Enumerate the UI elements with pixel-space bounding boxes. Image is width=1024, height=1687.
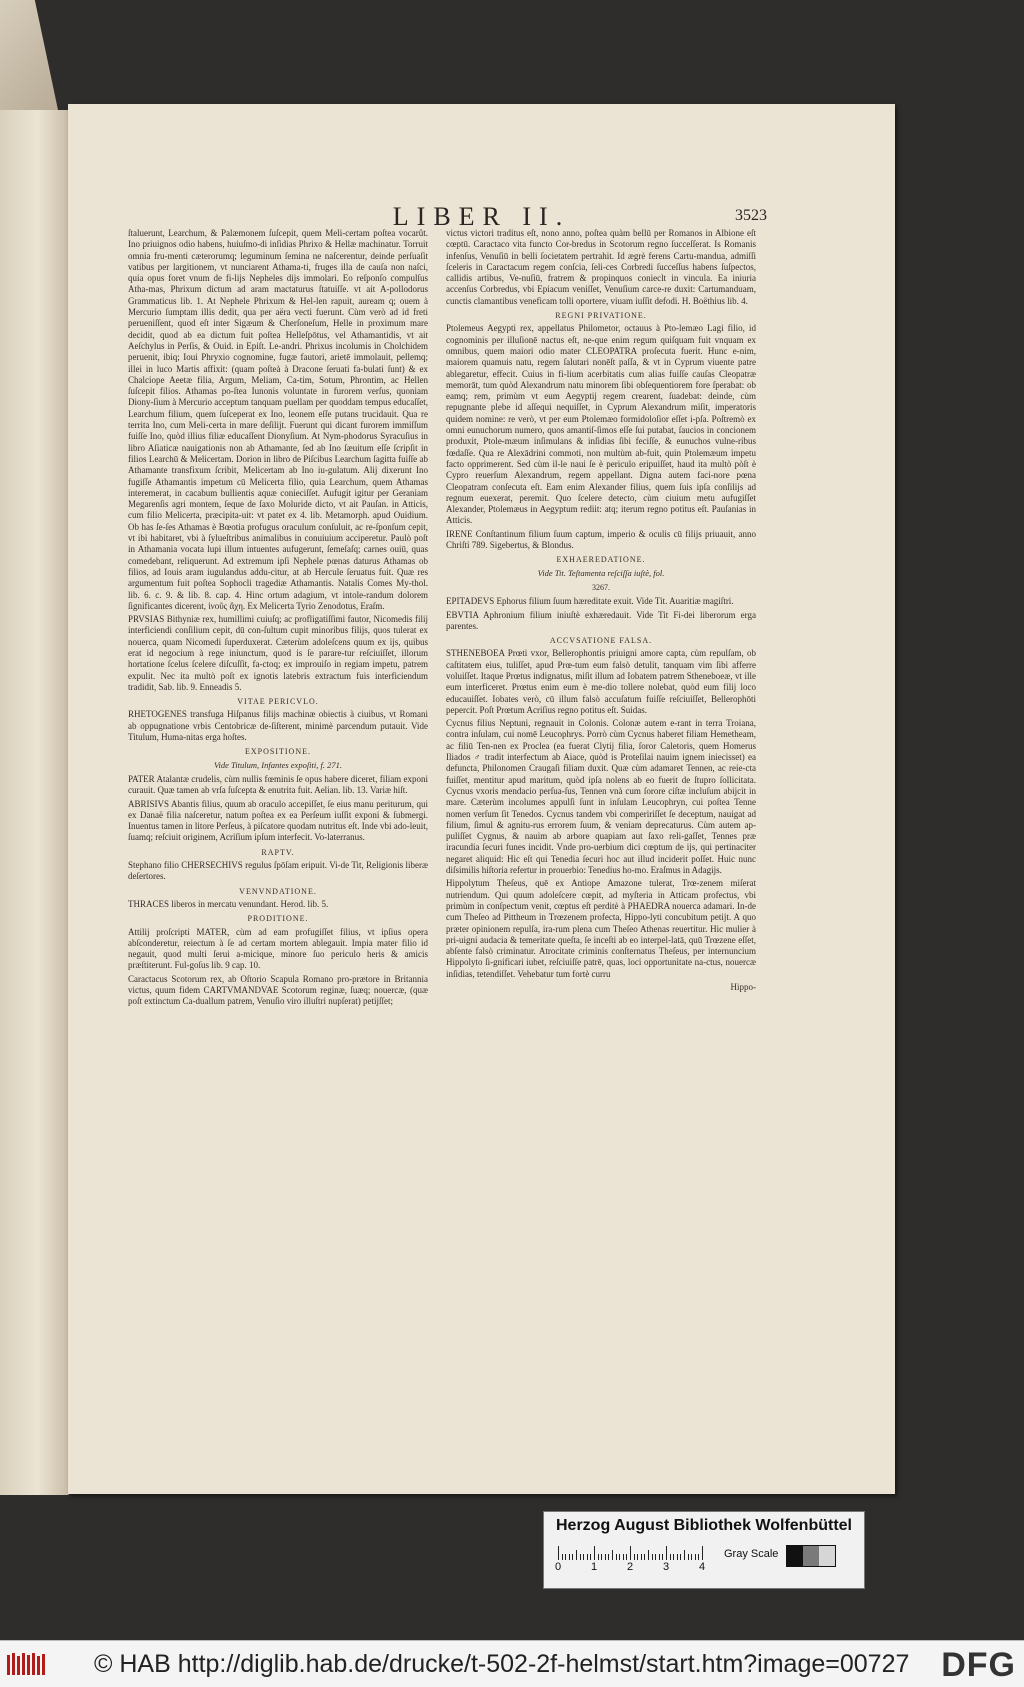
ruler-tick — [576, 1550, 577, 1560]
ruler-tick — [702, 1546, 703, 1560]
page-number: 3523 — [735, 207, 767, 224]
section-heading: EXHAEREDATIONE. — [556, 555, 646, 565]
ruler-tick — [634, 1554, 635, 1560]
text-paragraph: victus victori traditus eſt, nono anno, poſtea quàm bellū per Romanos in Albione eſt cœptū. Caractaco vita functo Cor-bredus in Scotorum regno ſucceſſerat. Is Romanis infenſus, Venuſiū in belli ſocietatem pertrahit. Id ægrè ferens Cartu-mandua, admiſſi ſceleris in Caractacum regem conſcia, ſeli-ces Corbredi ſucceſſus habens ſuſpectos, callidis artibus, Ve-nuſiū, fratrem & propinquos conieclt in vincula. Ea iniuria accenſus Corbredus, vbi Epiacum veniſſet, Venuſium carce-re duxit: Cartumanduam, cunctis clamantibus veneficam tolli oportere, viuam iuſſit defodi. H. Boëthius lib. 4. — [446, 228, 756, 306]
section-heading: EXPOSITIONE. — [245, 747, 311, 757]
footer-bar — [0, 1640, 1024, 1687]
ruler-tick — [673, 1554, 674, 1560]
running-head: LIBER II. — [392, 202, 571, 231]
catchword: Hippo- — [730, 982, 756, 992]
text-paragraph: ſtaluerunt, Learchum, & Palæmonem ſuſcepit, quem Meli-certam poſtea vocarût. Ino priuignos odio habens, huiuſmo-di inſidias Phrixo & Hellæ machinatur. Torruit omnia fru-menti cæterorumq; leguminum ſemina ne naſcerentur, deinde perſuaſit vatibus per largitionem, vt nunciarent Athama-ti, fruges illa de cauſa non naſci, quia opus foret vnum de fi-lijs Nepheles dijs immolari. Eo reſponſo compulſus Atha-mas, Phrixum dictum ad aram mactaturus ſtatuiſſe. vt ait A-pollodorus Grammaticus lib. 1. At Nephele Phrixum & Hel-len rapuit, auream q; ouem à Mercurio ſumptam illis dedit, qua per aëra vecti fuerunt. Cùm verò ad id freti perueniſſent, quod eſt inter Sigæum & Cherſoneſum, Helle in proximum mare decidit, quod ab ea dictum fuit poſtea Helleſpōtus, vel Athamantidis, vt ait Aeſchylus in Perſis, & Ouid. in Epiſt. Le-andri. Phrixus incolumis in Cholchidem peruenit, ibiq; Ioui Phryxio cognomine, fugæ fautori, arietē immolauit, pellemq; illei in luco Martis affixit: (quam poſteà à Dracone ſeruati fa-bulati ſunt) & ex Chalciope Aeetæ filia, Argum, Meliam, Ca-tim, Sotum, Phrontim, ac Hellen ſuſcepit filios. Athamas po-ſtea Iunonis voluntate in furorem verſus, quoniam Diony-ſium à Mercurio acceptum tanquam puellam per quoddam tempus educaſſet, Learchum filium, quem ſuſceperat ex Ino, leonem eſſe putans trucidauit. Qua re territa Ino, cum Meli-certa in mare deſilijt. Fuerunt qui dicant furorem immiſſum fuiſſe Ino, quòd illius filiæ educaſſent Dionyſium. At Nym-phodorus Syracuſius in libro Aſiaticæ nauigationis non ab Athamante, ſed ab Ino ſæuitum eſſe ſcripſit in filios Learchū & Melicertam. Dorion in libro de Piſcibus Learchum ſagitta fuiſſe ab Athamante transfixum ſcribit, Melicertam ab Ino iu-gulatum. Alij dixerunt Ino fugiſſe Athamantis impetum cū Melicerta filio, quia Learchum, quem Athamas interemerat, in cacabum bullientis aquæ conieciſſet. Aufugit igitur per Geraniam Megarenſis agri montem, ſeque de ſaxo Moluride dicto, vt ait Pauſan. in Atticis, cum filio Melicerta, præcipita-uit: vt patet ex 4. lib. Metamorph. apud Ouidium. Ob has ſe-ſes Athamas è Bœotia profugus oraculum conſuluit, ac re-ſponſum cepit, vt ibi habitaret, vbi à ſylueſtribus animalibus in conuiuium acciperetur. Paulò poſt in Athamania vocata lupi illum intuentes aufugerunt, ſemeſaſq; carnes ouiū, quas comedebant, reliquerunt. Ad extremum ipſi Nephele pœnas daturus Athamas ob filios, ad Iouis aram iugulandus addu-citur, at ab Hercule ſeruatus fuit. Quæ res argumentum fuit poſtea Sophocli tragediæ Athamantis. Natalis Comes My-thol. lib. 6. c. 9. & lib. 8. cap. 4. Hinc ortum adagium, vt intole-randum dolorem ſignificantes dicerent, ἰνοῦς ἄχη. Ex Melicerta Tyrio Zenodotus, Eraſm. — [128, 228, 428, 611]
ruler-tick — [666, 1546, 667, 1560]
ruler-tick — [662, 1554, 663, 1560]
text-paragraph: ABRISIVS Abantis filius, quum ab oraculo accepiſſet, ſe eius manu periturum, qui ex Danaë filia naſceretur, natum poſtea ex ea Perſeum iuſſit exponi & ſubmergi. Inuentus tamen in litore Perſeus, à piſcatore quodam nutritus eſt. Inde vbi ado-leuit, ſuamq; reſciuit originem, Acriſium ipſum interfecit. Vo-laterranus. — [128, 798, 428, 843]
section-heading: RAPTV. — [261, 847, 295, 857]
text-paragraph: THRACES liberos in mercatu venundant. Herod. lib. 5. — [128, 898, 329, 909]
section-heading: REGNI PRIVATIONE. — [555, 311, 647, 321]
ruler-tick — [659, 1554, 660, 1560]
text-paragraph: IRENE Conſtantinum filium ſuum captum, imperio & oculis cū filijs priuauit, anno Chriſti 789. Sigebertus, & Blondus. — [446, 528, 756, 551]
color-target-card — [543, 1511, 865, 1589]
text-paragraph: Caractacus Scotorum rex, ab Oſtorio Scapula Romano pro-prætore in Britannia victus, quum fidem CARTVMANDVAE Scotorum reginæ, ſuæq; nouercæ, (quæ poſt extinctum Ca-duallum patrem, Venuſio viro illuſtri nupſerat) petijſſet; — [128, 973, 428, 1007]
ruler-tick — [637, 1554, 638, 1560]
ruler-tick — [680, 1554, 681, 1560]
text-paragraph: Cycnus filius Neptuni, regnauit in Colonis. Colonæ autem e-rant in terra Troiana, contra inſulam, cui nomē Leucophrys. Porrò cùm Cycnus haberet filiam Hemetheam, ac filiū Ten-nen ex Proclea (ea fuerat Clytij filia, ſoror Caletoris, quem Homerus Iliados ♂ tradit interfectum ab Aiace, quòd is Proteſilai nauim ignem iniecisset) ea defuncta, Philonomen Craugaſi filiam duxit. Quæ cùm adamaret Tennen, ac reie-cta fuiſſet, mentitur apud maritum, quòd ipſa nolens ab eo fuerit de ſtupro ſollicitata. Cycnus vxoris mendacio perſua-ſus, Tennen vnà cum ſorore ciſtæ incluſum abijcit in mare. Cæterùm incolumes appulſi ſunt in inſulam Leucophryn, cui poſtea Tenne nomen verſum ſit Tenedos. Cycnus tandem vbi compeririſſet ſe deceptum, nauigat ad filium, ſimul & agnitu-rus errorem ſuum, & veniam deprecaturus. Cùm autem ap-puliſſet Cygnus, & nauim ab arbore quapiam aut ſaxo reli-gaſſet, Tennes præ iracundia ſecuri funes incidit. Vnde pro-uerbium dici cœptum de ijs, qui pertinaciter negaret aliquid: Hic eſt qui Tenedia ſecuri hoc aut illud inciderit poſſet. Huic nunc diſsimilis hiſtoria refertur in prouerbio: Tenedius ho-mo. Eraſmus in Adagijs. — [446, 718, 756, 876]
gray-scale-label: Gray Scale — [724, 1548, 779, 1560]
ruler-tick — [655, 1554, 656, 1560]
ruler-tick — [562, 1554, 563, 1560]
ruler-tick — [605, 1554, 606, 1560]
ruler-tick — [648, 1550, 649, 1560]
ruler-tick — [619, 1554, 620, 1560]
ruler-tick — [623, 1554, 624, 1560]
gray-patch — [803, 1546, 819, 1566]
ruler-tick — [698, 1554, 699, 1560]
ruler-number: 2 — [627, 1561, 634, 1573]
gray-patch — [819, 1546, 835, 1566]
left-text-column — [128, 228, 428, 1010]
text-paragraph: Stephano filio CHERSECHIVS regulus ſpōſam eripuit. Vi-de Tit, Religionis liberæ deſertores. — [128, 860, 428, 882]
text-paragraph: PATER Atalantæ crudelis, cùm nullis fœminis ſe opus habere diceret, filiam exponi curauit. Quæ tamen ab vrſa ſuſcepta & enutrita fuit. Aelian. lib. 13. Variæ hiſt. — [128, 773, 428, 796]
cross-reference: Vide Tit. Teſtamenta reſciſſa iuſtè, fol. — [537, 567, 665, 578]
text-paragraph: EBVTIA Aphronium filium iniuſtè exhæredauit. Vide Tit Fi-dei liberorum erga parentes. — [446, 609, 756, 631]
cross-reference: Vide Titulum, Infantes expoſiti, f. 271. — [213, 759, 343, 770]
ruler-tick — [626, 1554, 627, 1560]
ruler-tick — [598, 1554, 599, 1560]
right-text-column — [446, 228, 756, 993]
ruler-tick — [594, 1546, 595, 1560]
text-paragraph: Hippolytum Theſeus, quē ex Antiope Amazone tulerat, Trœ-zenem miſerat nutriendum. Qui quum adoleſcere cœpit, ad myſteria in Atticam profectus, vbi primùm in conſpectum venit, cœptus eſt perditè à PHAEDRA nouerca adamari. In-de cum Theſeo ad Pittheum in Trœzenem profecta, Hippo-lyti concubitum petijt. A quo præter opinionem repulſa, ira-rum plena cum Theſeo Athenas reuertitur. Hic mulier à pri-uigni audacia & temeritate queſta, ſe inceſti ab eo interpel-latā, quū Trœzene eſſet, abſente falsò criminatur. Atrocitate criminis conſternatus Theſeus, per internuncium Hippolyto ſi-gnificari iubet, reſciuiſſe patrē, quas, loci opportunitate na-ctus, nouercæ inſidias, tetendiſſet. Vehebatur tum fortè curru — [446, 878, 756, 979]
text-paragraph: EPITADEVS Ephorus filium ſuum hæreditate exuit. Vide Tit. Auaritiæ magiſtri. — [446, 596, 734, 607]
ruler-tick — [695, 1554, 696, 1560]
ruler-tick — [572, 1554, 573, 1560]
copyright-url-link[interactable]: © HAB http://diglib.hab.de/drucke/t-502-2f-helmst/start.htm?image=00727 — [94, 1650, 910, 1678]
hab-logo-icon — [6, 1651, 46, 1677]
ruler-tick — [677, 1554, 678, 1560]
ruler-tick — [644, 1554, 645, 1560]
gray-scale-bar — [786, 1545, 836, 1567]
ruler-tick — [684, 1550, 685, 1560]
ruler-tick — [558, 1546, 559, 1560]
ruler-tick — [601, 1554, 602, 1560]
ruler-number: 3 — [663, 1561, 670, 1573]
ruler-number: 1 — [591, 1561, 598, 1573]
ruler-tick — [612, 1550, 613, 1560]
section-heading: VENVNDATIONE. — [239, 886, 317, 896]
ruler-tick — [641, 1554, 642, 1560]
ruler-tick — [587, 1554, 588, 1560]
ruler-tick — [688, 1554, 689, 1560]
text-paragraph: Attilij proſcripti MATER, cùm ad eam profugiſſet filius, vt ipſius opera abſconderetur, reiectum à ſe ad certam mortem ablegauit. Impia mater filio id negauit, quod multi ſerui a-micique, minore ſuo periculo heris & amicis præſtiterunt. Ful-goſus lib. 9 cap. 10. — [128, 926, 428, 971]
book-page — [68, 104, 895, 1494]
section-heading: PRODITIONE. — [247, 914, 309, 924]
ruler-tick — [590, 1554, 591, 1560]
ruler-tick — [608, 1554, 609, 1560]
ruler-number: 0 — [555, 1561, 562, 1573]
ruler-tick — [565, 1554, 566, 1560]
ruler-tick — [652, 1554, 653, 1560]
ruler-number: 4 — [699, 1561, 706, 1573]
text-paragraph: STHENEBOEA Prœti vxor, Bellerophontis priuigni amore capta, cùm repulſam, ob caſtitatem eius, tuliſſet, apud Prœ-tum eum falsò detulit, tanquam vim ſibi afferre voluiſſet. Itaque Prœtus indignatus, miſit illum ad Iobatem patrem Stheneboeæ, vt ille eum interficeret. Prœtus enim eum è me-dio tollere nolebat, quòd eum filij loco educauiſſet. Iobates verò, cū illum falsò accuſatum fuiſſe reſciuiſſet, Bellerophōti pepercit. Poſt Prœtum Acriſius regno potitus eſt. Suidas. — [446, 648, 756, 715]
ruler-tick — [691, 1554, 692, 1560]
ruler-scale — [555, 1546, 708, 1573]
section-heading: ACCVSATIONE FALSA. — [549, 636, 653, 646]
ruler-tick — [670, 1554, 671, 1560]
ruler-tick — [616, 1554, 617, 1560]
ruler-tick — [580, 1554, 581, 1560]
ruler-tick — [630, 1546, 631, 1560]
institution-name: Herzog August Bibliothek Wolfenbüttel — [556, 1517, 852, 1534]
gray-patch — [787, 1546, 803, 1566]
text-paragraph: Ptolemeus Aegypti rex, appellatus Philometor, octauus à Pto-lemæo Lagi filio, id cognominis per illuſionē nactus eſt, ne-que enim regum quiſquam fuit vnquam ex omnibus, quem maiori odio mater CLEOPATRA proſecuta fuerit. Hunc e-nim, maiorem quamuis natu, regem ſalutari nonēſt paſſa, & vt in Cyprum viuente patre ablegaretur, effecit. Cuius in fi-lium acerbitatis cum alias fuiſſe cauſas Cleopatræ memorāt, tum quòd Alexandrum natu minorem ſibi obſequentiorem fore ſperabat: ob eamq; rem, primùm vt eum Aegyptij regem crearent, ſuadebat: deinde, cùm repugnante plebe id aſſequi nequiſſet, in Cyprum Alexandrum miſit, imperatoris quidem nomine: re verò, vt per eum Ptolemæo formidoloſior eſſet i-pſa. Poſtremò ex omni eunuchorum numero, quos amantiſ-ſimos eſſe ſui putabat, ſaucios in concionem produxit, Ptole-mæum inſimulans & inſidias ſibi feciſſe, & eunuchos vulne-ribus fœdaſſe. Qua re Alexādrini commoti, non multùm ab-fuit, quin Ptolemæum impetu facto opprimerent. Sed cùm il-le naui ſe è periculo eripuiſſet, haud ita multò pòſt è Cypro reuerſum Alexandrum, regem appellant. Digna autem faci-nore pœna Cleopatram conſecuta eſt. Eam enim Alexander filius, quem ſuis ipſa conſilijs ad regnum euexerat, peremit. Quo ſcelere detecto, cùm ciuium metu aufugiſſet Alexander, Ptolemæus in Aegyptum rediit: atq; iterum regno potitus eſt. Pauſanias in Atticis. — [446, 323, 756, 526]
folio-reference: 3267. — [592, 582, 610, 592]
ruler-tick — [569, 1554, 570, 1560]
text-paragraph: PRVSIAS Bithyniæ rex, humillimi cuiuſq; ac profligatiſſimi fautor, Nicomedis filij interficiendi conſilium cepit, dū con-ſultum cupit minoribus filijs, quos tulerat ex nouerca, quam Nicomedi ſuperduxerat. Cæterùm adoleſcens quum ex ijs, quibus erat id negocium à rege iniunctum, quod is ſe parare-tur reſciuiſſet, illorum hortatione ſcelus ſcelere diſcuſſit, fa-ctoq; ex improuiſo in regiam impetu, patrem expulit. Nec ita multò poſt ex ignotis latebris extractum fuis interficiendum tradidit, Sab. lib. 9. Enneadis 5. — [128, 614, 428, 692]
book-spine-edge — [0, 110, 69, 1495]
dfg-logo: DFG — [941, 1646, 1016, 1684]
ruler-tick — [583, 1554, 584, 1560]
text-paragraph: RHETOGENES transfuga Hiſpanus filijs machinæ obiectis à ciuibus, vt Romani ab oppugnatione vrbis Centobricæ de-ſiſterent, minimè parcendum putauit. Vide Titulum, Huma-nitas erga hoſtes. — [128, 709, 428, 743]
section-heading: VITAE PERICVLO. — [237, 697, 319, 707]
